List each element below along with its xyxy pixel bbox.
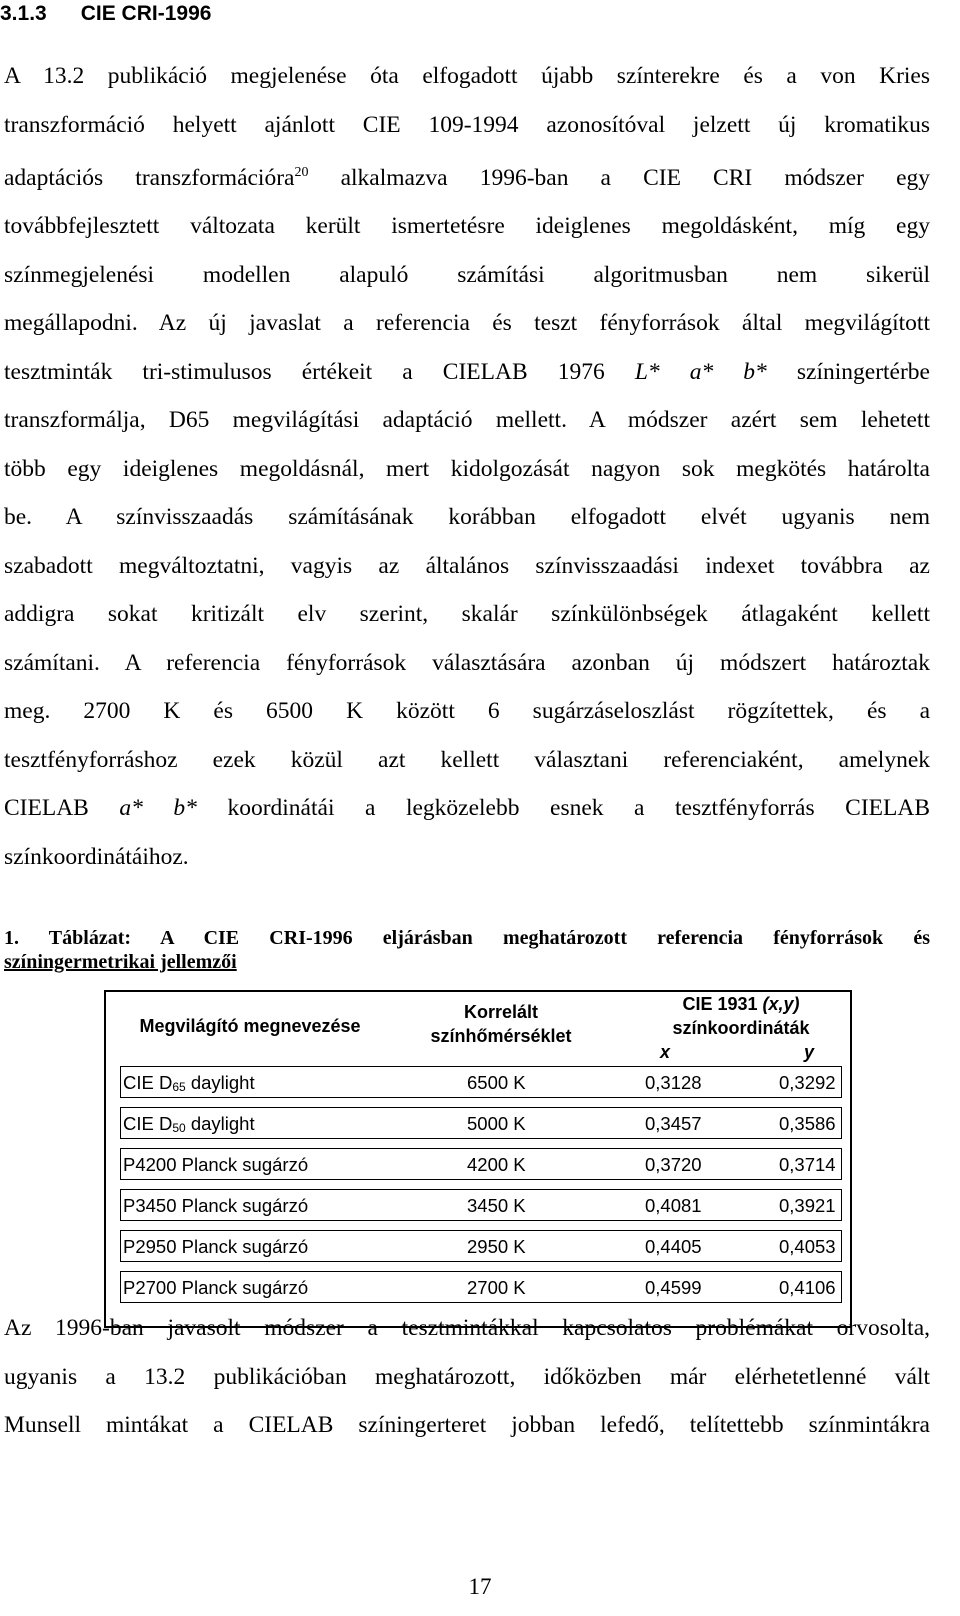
- cell-x: 0,3720: [645, 1154, 702, 1175]
- table-row: [120, 1148, 842, 1180]
- cell-name-text: CIE D: [123, 1072, 173, 1093]
- page-number: 17: [468, 1574, 492, 1599]
- text-line: továbbfejlesztett változata került ismertetésre ideiglenes megoldásként, míg egy: [4, 213, 930, 240]
- text-fragment: alkalmazva 1996-ban a CIE CRI módszer egy: [308, 164, 930, 191]
- header-y: y: [804, 1042, 815, 1062]
- section-title: CIE CRI-1996: [80, 2, 212, 25]
- footnote-ref: 20: [294, 165, 309, 180]
- text-line: [4, 348, 930, 397]
- table-row: [120, 1271, 842, 1303]
- header-cct-line1: Korrelált: [463, 1002, 539, 1022]
- cell-name: P2700 Planck sugárzó: [123, 1277, 309, 1298]
- header-cie-line2: színkoordináták: [672, 1018, 810, 1038]
- header-cct: [406, 1000, 596, 1048]
- header-cie-xy: (x,y): [762, 994, 800, 1014]
- cell-cct: 2700 K: [467, 1277, 526, 1298]
- lab-symbols: L* a* b*: [634, 358, 767, 385]
- cell-name-text: CIE D: [123, 1113, 173, 1134]
- header-name: Megvilágító megnevezése: [139, 1016, 361, 1036]
- cell-x: 0,4599: [645, 1277, 702, 1298]
- text-line: színkoordinátáihoz.: [4, 843, 189, 870]
- cell-y: 0,3586: [779, 1113, 836, 1134]
- caption-line: színingermetrikai jellemzői: [4, 951, 237, 973]
- cell-y: 0,3714: [779, 1154, 836, 1175]
- cell-cct: 4200 K: [467, 1154, 526, 1175]
- text-line: be. A színvisszaadás számításának korábban elfogadott elvét ugyanis nem: [4, 504, 930, 531]
- text-line: [4, 784, 930, 833]
- table-row: [120, 1230, 842, 1262]
- section-heading: [0, 2, 211, 26]
- header-cie: [646, 992, 836, 1064]
- cell-y: 0,3921: [779, 1195, 836, 1216]
- cell-cct: 5000 K: [467, 1113, 526, 1134]
- cell-y: 0,4053: [779, 1236, 836, 1257]
- text-line: tesztfényforráshoz ezek közül azt kellett választani referenciaként, amelynek: [4, 746, 930, 773]
- caption-line: 1. Táblázat: A CIE CRI-1996 eljárásban meghatározott referencia fényforrások és: [4, 927, 930, 949]
- cell-x: 0,4405: [645, 1236, 702, 1257]
- cell-name: P4200 Planck sugárzó: [123, 1154, 309, 1175]
- cell-name: P3450 Planck sugárzó: [123, 1195, 309, 1216]
- text-line: ugyanis a 13.2 publikációban meghatározott, időközben már elérhetetlenné vált: [4, 1363, 930, 1390]
- cell-x: 0,4081: [645, 1195, 702, 1216]
- cell-y: 0,4106: [779, 1277, 836, 1298]
- text-line: megállapodni. Az új javaslat a referencia és teszt fényforrások által megvilágított: [4, 310, 930, 337]
- cell-cct: 6500 K: [467, 1072, 526, 1093]
- text-fragment: tesztminták tri-stimulusos értékeit a CIELAB 1976: [4, 358, 635, 385]
- cell-name: P2950 Planck sugárzó: [123, 1236, 309, 1257]
- text-line: több egy ideiglenes megoldásnál, mert kidolgozását nagyon sok megkötés határolta: [4, 455, 930, 482]
- text-line: számítani. A referencia fényforrások választására azonban új módszert határoztak: [4, 649, 930, 676]
- text-line: színmegjelenési modellen alapuló számítási algoritmusban nem sikerül: [4, 261, 930, 288]
- table-row: [120, 1189, 842, 1221]
- cell-x: 0,3128: [645, 1072, 702, 1093]
- cell-name: [123, 1113, 255, 1135]
- paragraph-2: [4, 1304, 930, 1450]
- text-line: meg. 2700 K és 6500 K között 6 sugárzáseloszlást rögzítettek, és a: [4, 698, 930, 725]
- text-line: transzformálja, D65 megvilágítási adaptáció mellett. A módszer azért sem lehetett: [4, 407, 930, 434]
- text-fragment: CIELAB: [4, 795, 120, 822]
- header-cie-line1: [646, 992, 836, 1016]
- cell-name-sub: 50: [172, 1121, 186, 1135]
- section-number: 3.1.3: [0, 2, 47, 25]
- table-row: [120, 1066, 842, 1098]
- text-line: Munsell mintákat a CIELAB színingerteret jobban lefedő, telítettebb színmintákra: [4, 1412, 930, 1438]
- text-line: szabadott megváltoztatni, vagyis az általános színvisszaadási indexet továbbra az: [4, 552, 930, 579]
- cell-name-text: daylight: [185, 1113, 255, 1134]
- text-line: transzformáció helyett ajánlott CIE 109-1994 azonosítóval jelzett új kromatikus: [4, 111, 930, 138]
- header-xy-row: [646, 1040, 836, 1064]
- text-fragment: adaptációs transzformációra: [4, 164, 295, 191]
- text-line: Az 1996-ban javasolt módszer a tesztmintákkal kapcsolatos problémákat orvosolta,: [4, 1315, 930, 1341]
- cell-x: 0,3457: [645, 1113, 702, 1134]
- table-row: [120, 1107, 842, 1139]
- text-fragment: színingertérbe: [766, 358, 930, 385]
- header-cct-line2: színhőmérséklet: [430, 1026, 572, 1046]
- table-header: [106, 992, 850, 1066]
- header-x: x: [660, 1042, 671, 1062]
- cell-cct: 3450 K: [467, 1195, 526, 1216]
- table-caption: [4, 926, 930, 974]
- text-fragment: koordinátái a legközelebb esnek a tesztfényforrás CIELAB: [196, 795, 931, 822]
- cell-cct: 2950 K: [467, 1236, 526, 1257]
- header-cie-text: CIE 1931: [682, 994, 763, 1014]
- text-line: [4, 149, 930, 202]
- cell-name-sub: 65: [172, 1080, 186, 1094]
- paragraph-1: [4, 52, 930, 881]
- text-line: A 13.2 publikáció megjelenése óta elfogadott újabb színterekre és a von Kries: [4, 63, 930, 89]
- ab-symbols: a* b*: [119, 795, 197, 822]
- cell-y: 0,3292: [779, 1072, 836, 1093]
- cell-name: [123, 1072, 255, 1094]
- reference-illuminants-table: [104, 990, 852, 1328]
- text-line: addigra sokat kritizált elv szerint, skalár színkülönbségek átlagaként kellett: [4, 601, 930, 628]
- cell-name-text: daylight: [185, 1072, 255, 1093]
